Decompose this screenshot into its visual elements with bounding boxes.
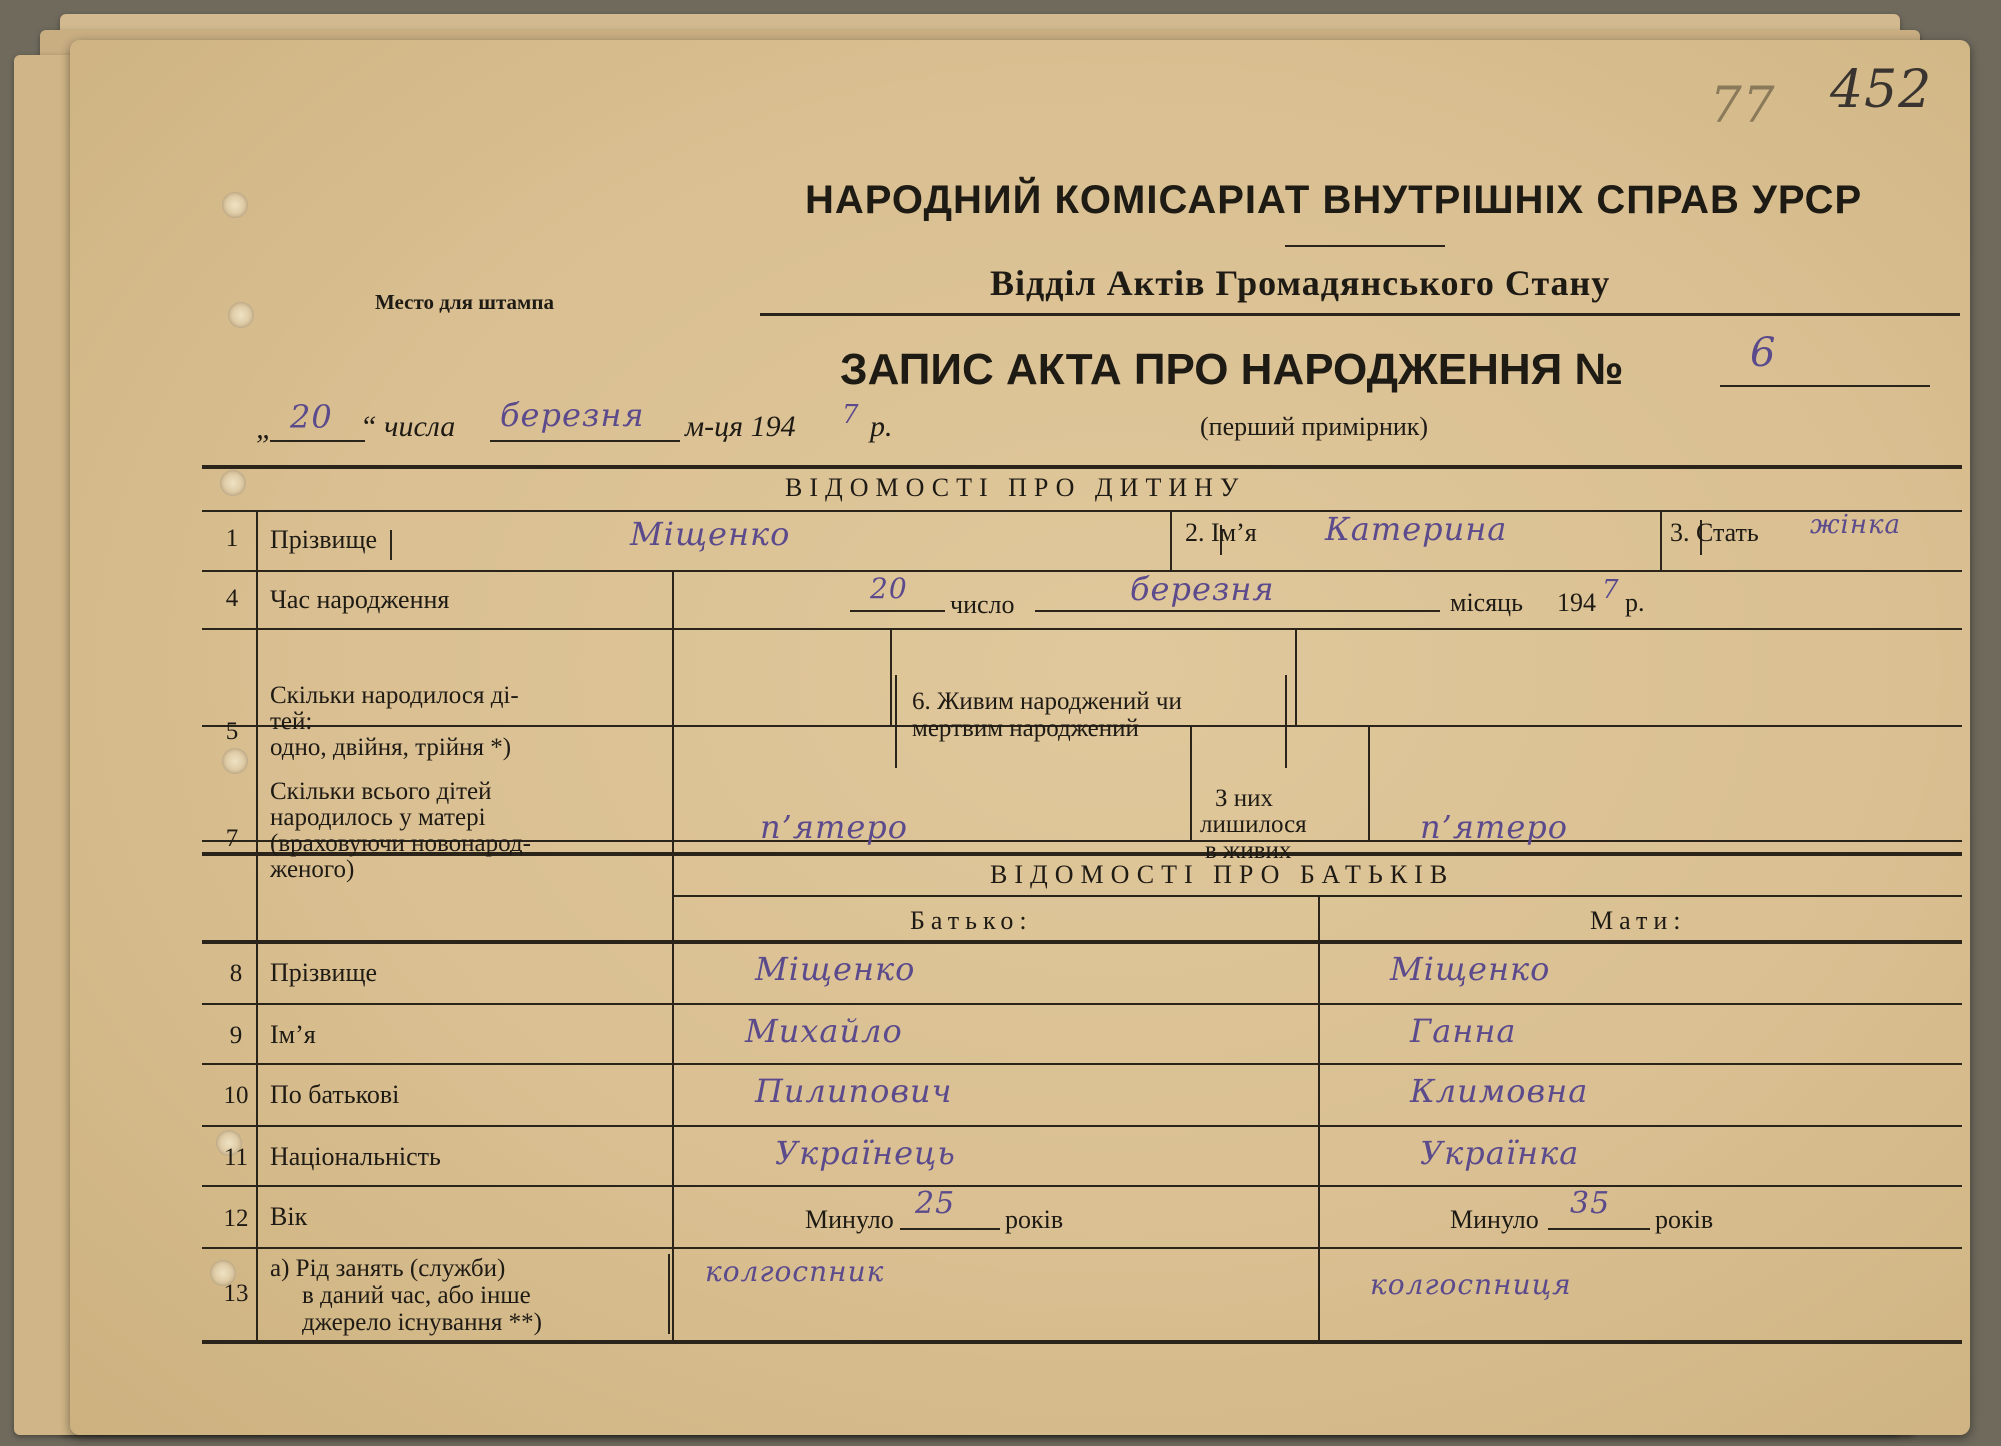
- stamp-place-label: Место для штампа: [375, 290, 554, 314]
- mother-age: 35: [1570, 1186, 1611, 1221]
- father-header: Батько:: [910, 906, 1033, 935]
- child-name-label: 2. Ім’я: [1185, 518, 1257, 547]
- header-divider: [1285, 245, 1445, 247]
- record-number-line: [1720, 385, 1930, 387]
- father-surname: Міщенко: [755, 950, 916, 988]
- birth-year-digit: 7: [1602, 575, 1620, 605]
- record-month: березня: [500, 396, 645, 434]
- birth-time-label: Час народження: [270, 585, 450, 614]
- archive-number: 452: [1830, 60, 1933, 120]
- binding-hole: [228, 302, 254, 328]
- child-section-title: ВІДОМОСТІ ПРО ДИТИНУ: [785, 473, 1246, 502]
- header-rule: [760, 313, 1960, 316]
- father-name: Михайло: [745, 1012, 903, 1050]
- total-children: п’ятеро: [760, 808, 908, 846]
- live-birth-question: 6. Живим народжений чи: [912, 688, 1182, 715]
- record-title: ЗАПИС АКТА ПРО НАРОДЖЕННЯ №: [840, 345, 1624, 394]
- record-number: 6: [1750, 330, 1777, 376]
- child-sex-label: 3. Стать: [1670, 518, 1759, 547]
- copy-type: (перший примірник): [1200, 412, 1429, 441]
- father-patronymic: Пилипович: [755, 1072, 953, 1110]
- parents-section-title: ВІДОМОСТІ ПРО БАТЬКІВ: [990, 860, 1455, 889]
- binding-hole: [222, 192, 248, 218]
- mother-nationality: Українка: [1420, 1134, 1580, 1172]
- father-age: 25: [915, 1186, 956, 1221]
- child-surname: Міщенко: [630, 515, 791, 553]
- child-sex: жінка: [1810, 510, 1902, 540]
- archive-number-crossed: 77: [1710, 76, 1776, 134]
- department-title: Відділ Актів Громадянського Стану: [990, 263, 1611, 303]
- binding-hole: [222, 748, 248, 774]
- birth-month: березня: [1130, 570, 1275, 608]
- binding-hole: [220, 470, 246, 496]
- commissariat-title: НАРОДНИЙ КОМІСАРІАТ ВНУТРІШНІХ СПРАВ УРСР: [805, 178, 1863, 222]
- child-surname-label: Прізвище: [270, 525, 378, 554]
- father-nationality: Українець: [775, 1134, 956, 1172]
- mother-occupation: колгоспниця: [1370, 1268, 1572, 1301]
- birth-day: 20: [870, 572, 908, 605]
- father-occupation: колгоспник: [705, 1255, 885, 1288]
- record-day: 20: [290, 398, 333, 436]
- child-name: Катерина: [1325, 510, 1508, 548]
- surviving-children: п’ятеро: [1420, 808, 1568, 846]
- record-year-digit: 7: [842, 400, 860, 430]
- birth-record-form: 77 452 НАРОДНИЙ КОМІСАРІАТ ВНУТРІШНІХ СПРАВ УРСР Відділ Актів Громадянського Стану Место для штампа ЗАПИС АКТА ПРО НАРОДЖЕННЯ № 6 „ 20 “ числа березня м-ця 194 7 р. (перший примірник) ВІДОМОСТІ ПРО ДИТИНУ 1 Прізвище Міщенко 2. Ім’я Катерина 3. Стать жінка 4 Час народження 20 число березня місяць 194 7 р. 5 Скільки народилося ді- тей: одно, двійня, трійня *) 6. Живим народжений чи мертвим народжений 7 Скільки всього дітей народилось у матері (враховуючи новонарод- женого) ВІДОМОСТІ ПРО БАТЬКІВ Батько: Мати: 8 Прізвище Міщенко Міщенко 9 Ім’я Михайло Ганна 10 По батькові Пилипович Климовна 11 Національність Українець Українка 12 Вік Минуло 25 років Минуло 35 років 13 а) Рід занять (служби) в даний час, або інше джерело існування **) колгоспник колгоспниця п’ятеро З них лишилося в живих п’ятеро: [70, 40, 1970, 1435]
- mother-name: Ганна: [1410, 1012, 1517, 1050]
- mother-header: Мати:: [1590, 906, 1687, 935]
- mother-patronymic: Климовна: [1410, 1072, 1589, 1110]
- mother-surname: Міщенко: [1390, 950, 1551, 988]
